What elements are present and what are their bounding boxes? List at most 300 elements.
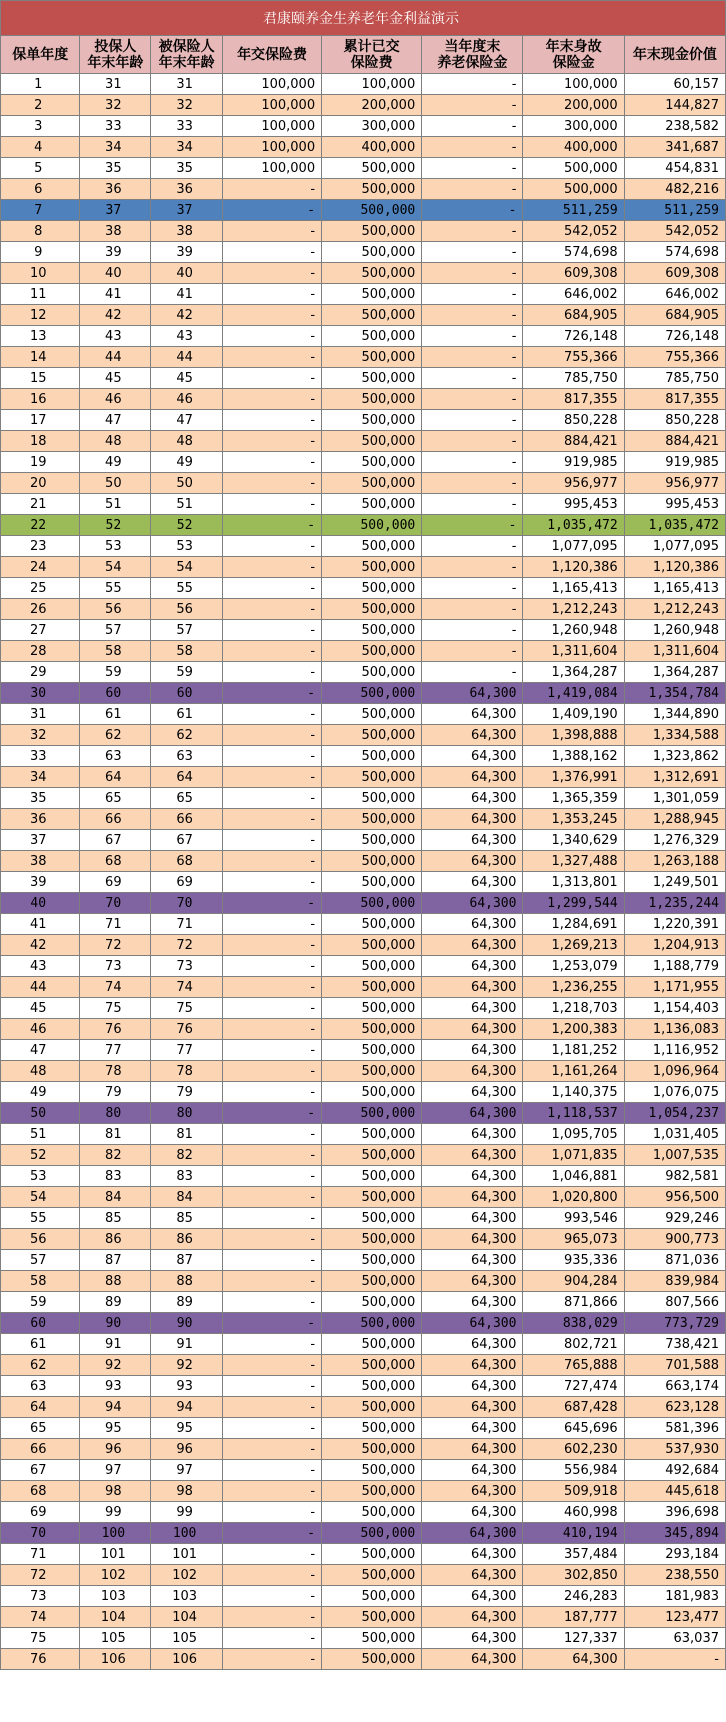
cell-cumulative-premium: 500,000 [322,1439,422,1460]
cell-cash-value: 995,453 [624,494,725,515]
cell-annuity-benefit: 64,300 [422,1292,523,1313]
cell-annual-premium: - [223,179,322,200]
table-title: 君康颐养金生养老年金利益演示 [1,1,726,36]
cell-annual-premium: - [223,1502,322,1523]
cell-applicant-age: 31 [80,74,151,95]
cell-cash-value: 1,311,604 [624,641,725,662]
cell-cumulative-premium: 500,000 [322,1082,422,1103]
cell-policy-year: 17 [1,410,80,431]
cell-policy-year: 46 [1,1019,80,1040]
cell-insured-age: 91 [151,1334,223,1355]
cell-death-benefit: 765,888 [523,1355,624,1376]
table-row [1,389,726,410]
cell-annuity-benefit: 64,300 [422,809,523,830]
cell-applicant-age: 42 [80,305,151,326]
cell-policy-year: 56 [1,1229,80,1250]
cell-insured-age: 94 [151,1397,223,1418]
table-row [1,263,726,284]
cell-applicant-age: 67 [80,830,151,851]
cell-annuity-benefit: - [422,368,523,389]
cell-cash-value: 492,684 [624,1460,725,1481]
cell-annual-premium: 100,000 [223,137,322,158]
cell-annuity-benefit: 64,300 [422,767,523,788]
table-row [1,116,726,137]
cell-annual-premium: - [223,1334,322,1355]
table-row [1,200,726,221]
cell-annual-premium: - [223,725,322,746]
cell-cumulative-premium: 500,000 [322,158,422,179]
cell-annual-premium: - [223,1229,322,1250]
cell-insured-age: 32 [151,95,223,116]
cell-insured-age: 84 [151,1187,223,1208]
cell-death-benefit: 802,721 [523,1334,624,1355]
cell-cumulative-premium: 500,000 [322,767,422,788]
cell-annuity-benefit: 64,300 [422,851,523,872]
cell-insured-age: 87 [151,1250,223,1271]
table-row [1,1229,726,1250]
cell-cash-value: 1,334,588 [624,725,725,746]
table-row [1,1292,726,1313]
table-row [1,74,726,95]
cell-cash-value: 1,096,964 [624,1061,725,1082]
cell-cash-value: 1,235,244 [624,893,725,914]
cell-cash-value: 1,120,386 [624,557,725,578]
cell-applicant-age: 53 [80,536,151,557]
cell-annual-premium: - [223,620,322,641]
cell-death-benefit: 755,366 [523,347,624,368]
cell-applicant-age: 95 [80,1418,151,1439]
cell-death-benefit: 1,419,084 [523,683,624,704]
cell-annual-premium: - [223,1019,322,1040]
cell-cumulative-premium: 500,000 [322,977,422,998]
cell-policy-year: 61 [1,1334,80,1355]
cell-annual-premium: - [223,1523,322,1544]
cell-annuity-benefit: 64,300 [422,1061,523,1082]
cell-policy-year: 22 [1,515,80,536]
cell-death-benefit: 726,148 [523,326,624,347]
cell-applicant-age: 51 [80,494,151,515]
cell-death-benefit: 602,230 [523,1439,624,1460]
cell-annual-premium: - [223,347,322,368]
cell-cumulative-premium: 500,000 [322,1586,422,1607]
table-row [1,557,726,578]
cell-annual-premium: - [223,956,322,977]
cell-applicant-age: 63 [80,746,151,767]
cell-annual-premium: - [223,1355,322,1376]
cell-applicant-age: 82 [80,1145,151,1166]
cell-applicant-age: 50 [80,473,151,494]
cell-policy-year: 7 [1,200,80,221]
cell-cash-value: 701,588 [624,1355,725,1376]
cell-insured-age: 81 [151,1124,223,1145]
cell-annual-premium: - [223,1544,322,1565]
cell-death-benefit: 200,000 [523,95,624,116]
cell-applicant-age: 34 [80,137,151,158]
cell-applicant-age: 89 [80,1292,151,1313]
cell-annuity-benefit: 64,300 [422,1628,523,1649]
table-row [1,179,726,200]
cell-cumulative-premium: 500,000 [322,746,422,767]
cell-death-benefit: 1,046,881 [523,1166,624,1187]
cell-annuity-benefit: 64,300 [422,1397,523,1418]
table-row [1,1502,726,1523]
cell-policy-year: 70 [1,1523,80,1544]
cell-policy-year: 14 [1,347,80,368]
cell-annual-premium: - [223,200,322,221]
cell-applicant-age: 58 [80,641,151,662]
cell-cumulative-premium: 500,000 [322,1502,422,1523]
cell-policy-year: 3 [1,116,80,137]
cell-annuity-benefit: 64,300 [422,1082,523,1103]
cell-annual-premium: - [223,557,322,578]
cell-policy-year: 38 [1,851,80,872]
cell-policy-year: 28 [1,641,80,662]
cell-cash-value: 1,076,075 [624,1082,725,1103]
cell-insured-age: 36 [151,179,223,200]
cell-cash-value: 1,301,059 [624,788,725,809]
cell-annual-premium: - [223,1418,322,1439]
cell-annual-premium: - [223,1040,322,1061]
cell-annuity-benefit: - [422,263,523,284]
cell-applicant-age: 91 [80,1334,151,1355]
cell-cash-value: 60,157 [624,74,725,95]
cell-cash-value: 929,246 [624,1208,725,1229]
cell-annuity-benefit: 64,300 [422,1019,523,1040]
cell-death-benefit: 684,905 [523,305,624,326]
table-row [1,767,726,788]
cell-cash-value: 581,396 [624,1418,725,1439]
cell-insured-age: 105 [151,1628,223,1649]
table-row [1,1586,726,1607]
cell-policy-year: 24 [1,557,80,578]
cell-cumulative-premium: 500,000 [322,242,422,263]
cell-annuity-benefit: 64,300 [422,1460,523,1481]
cell-annuity-benefit: - [422,74,523,95]
cell-policy-year: 27 [1,620,80,641]
cell-applicant-age: 85 [80,1208,151,1229]
cell-death-benefit: 1,200,383 [523,1019,624,1040]
cell-cumulative-premium: 500,000 [322,263,422,284]
cell-annual-premium: - [223,431,322,452]
cell-death-benefit: 935,336 [523,1250,624,1271]
cell-applicant-age: 104 [80,1607,151,1628]
cell-applicant-age: 96 [80,1439,151,1460]
cell-death-benefit: 1,376,991 [523,767,624,788]
cell-death-benefit: 460,998 [523,1502,624,1523]
cell-insured-age: 40 [151,263,223,284]
cell-annuity-benefit: 64,300 [422,1313,523,1334]
table-row [1,1061,726,1082]
cell-death-benefit: 1,364,287 [523,662,624,683]
cell-applicant-age: 83 [80,1166,151,1187]
cell-insured-age: 100 [151,1523,223,1544]
cell-cumulative-premium: 500,000 [322,1145,422,1166]
header-row [1,36,726,74]
cell-cumulative-premium: 500,000 [322,1523,422,1544]
cell-policy-year: 25 [1,578,80,599]
cell-applicant-age: 70 [80,893,151,914]
cell-insured-age: 70 [151,893,223,914]
cell-applicant-age: 32 [80,95,151,116]
cell-insured-age: 61 [151,704,223,725]
table-row [1,137,726,158]
cell-insured-age: 90 [151,1313,223,1334]
cell-death-benefit: 785,750 [523,368,624,389]
cell-annuity-benefit: 64,300 [422,935,523,956]
cell-death-benefit: 556,984 [523,1460,624,1481]
cell-death-benefit: 1,218,703 [523,998,624,1019]
cell-policy-year: 73 [1,1586,80,1607]
cell-policy-year: 47 [1,1040,80,1061]
cell-applicant-age: 97 [80,1460,151,1481]
cell-annual-premium: - [223,1313,322,1334]
cell-cumulative-premium: 500,000 [322,1166,422,1187]
cell-annuity-benefit: - [422,641,523,662]
cell-applicant-age: 103 [80,1586,151,1607]
cell-policy-year: 67 [1,1460,80,1481]
cell-cumulative-premium: 500,000 [322,1628,422,1649]
cell-cumulative-premium: 500,000 [322,515,422,536]
cell-applicant-age: 38 [80,221,151,242]
cell-cumulative-premium: 500,000 [322,452,422,473]
cell-cash-value: 773,729 [624,1313,725,1334]
cell-cumulative-premium: 500,000 [322,1376,422,1397]
cell-cumulative-premium: 500,000 [322,284,422,305]
cell-cash-value: 871,036 [624,1250,725,1271]
cell-insured-age: 72 [151,935,223,956]
cell-policy-year: 48 [1,1061,80,1082]
table-row [1,599,726,620]
cell-annual-premium: - [223,893,322,914]
cell-cash-value: 919,985 [624,452,725,473]
col-header-insured-age: 被保险人 年末年龄 [151,36,223,74]
cell-applicant-age: 102 [80,1565,151,1586]
table-row [1,872,726,893]
cell-applicant-age: 84 [80,1187,151,1208]
cell-applicant-age: 57 [80,620,151,641]
cell-applicant-age: 54 [80,557,151,578]
cell-applicant-age: 86 [80,1229,151,1250]
cell-applicant-age: 94 [80,1397,151,1418]
cell-policy-year: 43 [1,956,80,977]
cell-annuity-benefit: 64,300 [422,746,523,767]
cell-cumulative-premium: 500,000 [322,1460,422,1481]
table-row [1,1187,726,1208]
cell-annual-premium: - [223,1649,322,1670]
cell-policy-year: 68 [1,1481,80,1502]
cell-policy-year: 35 [1,788,80,809]
cell-applicant-age: 46 [80,389,151,410]
cell-annuity-benefit: - [422,536,523,557]
cell-death-benefit: 187,777 [523,1607,624,1628]
cell-cumulative-premium: 300,000 [322,116,422,137]
cell-insured-age: 99 [151,1502,223,1523]
cell-cumulative-premium: 500,000 [322,1250,422,1271]
cell-annuity-benefit: 64,300 [422,704,523,725]
table-row [1,641,726,662]
cell-policy-year: 36 [1,809,80,830]
cell-cash-value: 345,894 [624,1523,725,1544]
cell-annual-premium: - [223,410,322,431]
cell-annual-premium: - [223,1166,322,1187]
cell-death-benefit: 1,212,243 [523,599,624,620]
cell-insured-age: 95 [151,1418,223,1439]
cell-cumulative-premium: 500,000 [322,1544,422,1565]
cell-annual-premium: - [223,683,322,704]
cell-annuity-benefit: - [422,179,523,200]
table-row [1,1355,726,1376]
cell-insured-age: 86 [151,1229,223,1250]
cell-cash-value: 1,276,329 [624,830,725,851]
cell-cumulative-premium: 500,000 [322,536,422,557]
table-row [1,1460,726,1481]
cell-cash-value: 1,354,784 [624,683,725,704]
cell-insured-age: 52 [151,515,223,536]
cell-annuity-benefit: - [422,599,523,620]
cell-applicant-age: 79 [80,1082,151,1103]
cell-insured-age: 53 [151,536,223,557]
cell-applicant-age: 73 [80,956,151,977]
cell-annual-premium: - [223,599,322,620]
cell-cash-value: 123,477 [624,1607,725,1628]
cell-insured-age: 34 [151,137,223,158]
table-row [1,1439,726,1460]
cell-annual-premium: - [223,1376,322,1397]
cell-insured-age: 68 [151,851,223,872]
cell-applicant-age: 81 [80,1124,151,1145]
cell-policy-year: 42 [1,935,80,956]
cell-applicant-age: 76 [80,1019,151,1040]
cell-applicant-age: 60 [80,683,151,704]
cell-cumulative-premium: 500,000 [322,368,422,389]
cell-cash-value: 238,550 [624,1565,725,1586]
cell-cumulative-premium: 500,000 [322,1271,422,1292]
cell-insured-age: 67 [151,830,223,851]
cell-policy-year: 75 [1,1628,80,1649]
cell-death-benefit: 919,985 [523,452,624,473]
cell-cumulative-premium: 500,000 [322,1565,422,1586]
cell-insured-age: 69 [151,872,223,893]
cell-cash-value: 1,116,952 [624,1040,725,1061]
table-row [1,578,726,599]
cell-death-benefit: 64,300 [523,1649,624,1670]
cell-death-benefit: 511,259 [523,200,624,221]
table-row [1,998,726,1019]
table-row [1,1376,726,1397]
cell-policy-year: 74 [1,1607,80,1628]
cell-death-benefit: 1,236,255 [523,977,624,998]
cell-annuity-benefit: - [422,662,523,683]
cell-applicant-age: 44 [80,347,151,368]
cell-death-benefit: 357,484 [523,1544,624,1565]
cell-annual-premium: - [223,788,322,809]
cell-annuity-benefit: - [422,200,523,221]
table-row [1,1271,726,1292]
cell-annuity-benefit: 64,300 [422,872,523,893]
cell-cumulative-premium: 500,000 [322,620,422,641]
cell-death-benefit: 542,052 [523,221,624,242]
cell-policy-year: 39 [1,872,80,893]
cell-cash-value: 1,260,948 [624,620,725,641]
table-row [1,1334,726,1355]
cell-death-benefit: 884,421 [523,431,624,452]
table-row [1,1103,726,1124]
cell-cumulative-premium: 500,000 [322,956,422,977]
cell-annuity-benefit: 64,300 [422,1103,523,1124]
cell-annuity-benefit: - [422,95,523,116]
cell-insured-age: 56 [151,599,223,620]
col-header-applicant-age: 投保人 年末年龄 [80,36,151,74]
cell-annual-premium: - [223,452,322,473]
cell-cash-value: 663,174 [624,1376,725,1397]
cell-policy-year: 21 [1,494,80,515]
cell-annuity-benefit: - [422,221,523,242]
cell-annuity-benefit: - [422,515,523,536]
cell-applicant-age: 61 [80,704,151,725]
cell-death-benefit: 609,308 [523,263,624,284]
cell-applicant-age: 98 [80,1481,151,1502]
cell-cash-value: 755,366 [624,347,725,368]
cell-cash-value: 850,228 [624,410,725,431]
cell-cumulative-premium: 500,000 [322,830,422,851]
cell-annuity-benefit: - [422,620,523,641]
cell-cumulative-premium: 500,000 [322,1229,422,1250]
cell-death-benefit: 956,977 [523,473,624,494]
cell-death-benefit: 300,000 [523,116,624,137]
cell-annuity-benefit: 64,300 [422,1334,523,1355]
cell-insured-age: 78 [151,1061,223,1082]
cell-policy-year: 31 [1,704,80,725]
cell-death-benefit: 302,850 [523,1565,624,1586]
cell-applicant-age: 68 [80,851,151,872]
table-row [1,1250,726,1271]
table-row [1,830,726,851]
cell-annuity-benefit: 64,300 [422,1481,523,1502]
cell-death-benefit: 1,260,948 [523,620,624,641]
cell-insured-age: 63 [151,746,223,767]
cell-applicant-age: 49 [80,452,151,473]
cell-policy-year: 58 [1,1271,80,1292]
cell-annual-premium: - [223,1061,322,1082]
table-row [1,515,726,536]
cell-death-benefit: 965,073 [523,1229,624,1250]
cell-cumulative-premium: 500,000 [322,221,422,242]
cell-cash-value: 144,827 [624,95,725,116]
cell-annual-premium: - [223,998,322,1019]
cell-annuity-benefit: 64,300 [422,1439,523,1460]
cell-applicant-age: 36 [80,179,151,200]
cell-applicant-age: 93 [80,1376,151,1397]
cell-cumulative-premium: 500,000 [322,494,422,515]
cell-policy-year: 45 [1,998,80,1019]
cell-cumulative-premium: 500,000 [322,935,422,956]
cell-insured-age: 43 [151,326,223,347]
cell-cash-value: 817,355 [624,389,725,410]
cell-annual-premium: - [223,1397,322,1418]
cell-death-benefit: 995,453 [523,494,624,515]
col-header-annuity-benefit: 当年度末 养老保险金 [422,36,523,74]
cell-policy-year: 4 [1,137,80,158]
cell-applicant-age: 62 [80,725,151,746]
cell-death-benefit: 904,284 [523,1271,624,1292]
cell-annual-premium: - [223,914,322,935]
cell-insured-age: 74 [151,977,223,998]
cell-policy-year: 15 [1,368,80,389]
cell-cumulative-premium: 500,000 [322,1019,422,1040]
cell-annual-premium: - [223,1586,322,1607]
cell-policy-year: 13 [1,326,80,347]
cell-cumulative-premium: 500,000 [322,851,422,872]
